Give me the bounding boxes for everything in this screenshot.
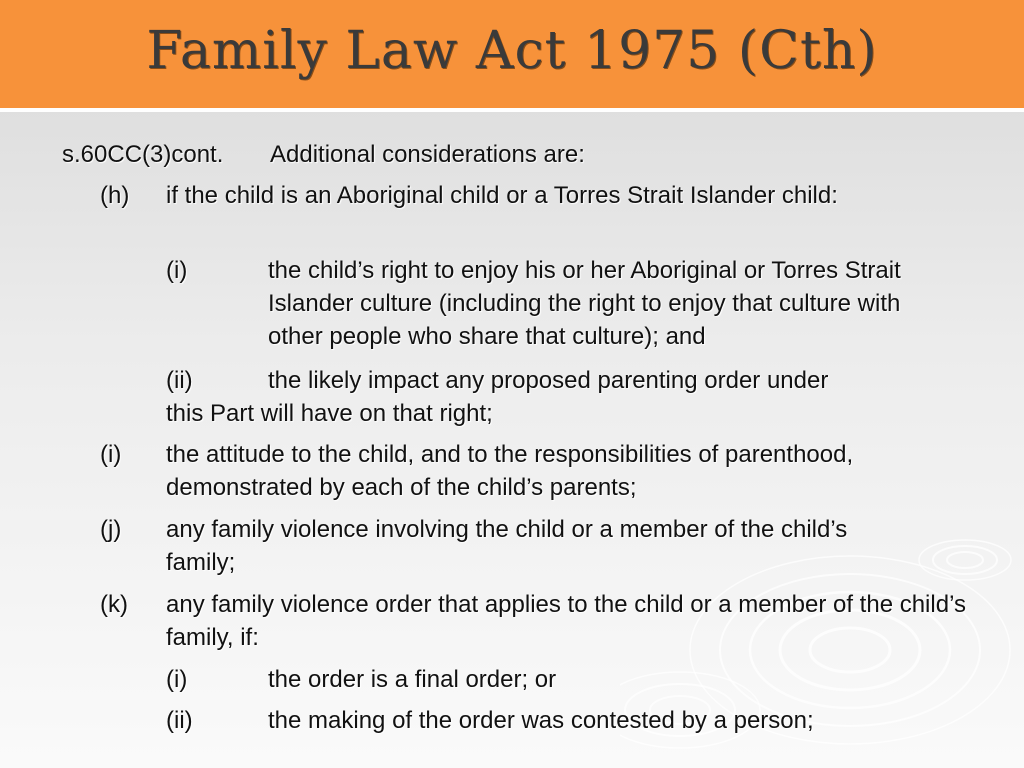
item-k-sub-i-label: (i)	[166, 666, 188, 693]
item-k-label: (k)	[100, 591, 128, 618]
heading-text: Additional considerations are:	[270, 141, 585, 168]
item-k-sub-ii-text: the making of the order was contested by a person;	[268, 707, 814, 734]
item-i-label: (i)	[100, 441, 122, 468]
item-h-sub-ii-text-cont: this Part will have on that right;	[166, 400, 493, 427]
item-h-sub-ii-text: the likely impact any proposed parenting order under	[268, 367, 829, 394]
section-reference: s.60CC(3)cont.	[62, 141, 224, 168]
item-h-sub-i-label: (i)	[166, 257, 188, 284]
item-k-sub-ii-label: (ii)	[166, 707, 193, 734]
item-i-text: the attitude to the child, and to the responsibilities of parenthood, demonstrated by each of the child’s parents;	[166, 441, 854, 501]
item-k-text: any family violence order that applies to the child or a member of the child’s family, if:	[166, 591, 966, 651]
item-j-text: any family violence involving the child or a member of the child’s family;	[166, 516, 848, 576]
slide-title: Family Law Act 1975 (Cth)	[146, 21, 878, 81]
item-h-label: (h)	[100, 182, 130, 209]
item-h-sub-i-text: the child’s right to enjoy his or her Aboriginal or Torres Strait Islander culture (including the right to enjoy that culture with other people who share that culture); and	[268, 257, 901, 350]
title-bar	[0, 0, 1024, 112]
item-h-sub-ii-label: (ii)	[166, 367, 193, 394]
item-h-text: if the child is an Aboriginal child or a Torres Strait Islander child:	[166, 182, 838, 209]
slide-content	[0, 112, 1024, 768]
item-j-label: (j)	[100, 516, 122, 543]
item-k-sub-i-text: the order is a final order; or	[268, 666, 557, 693]
